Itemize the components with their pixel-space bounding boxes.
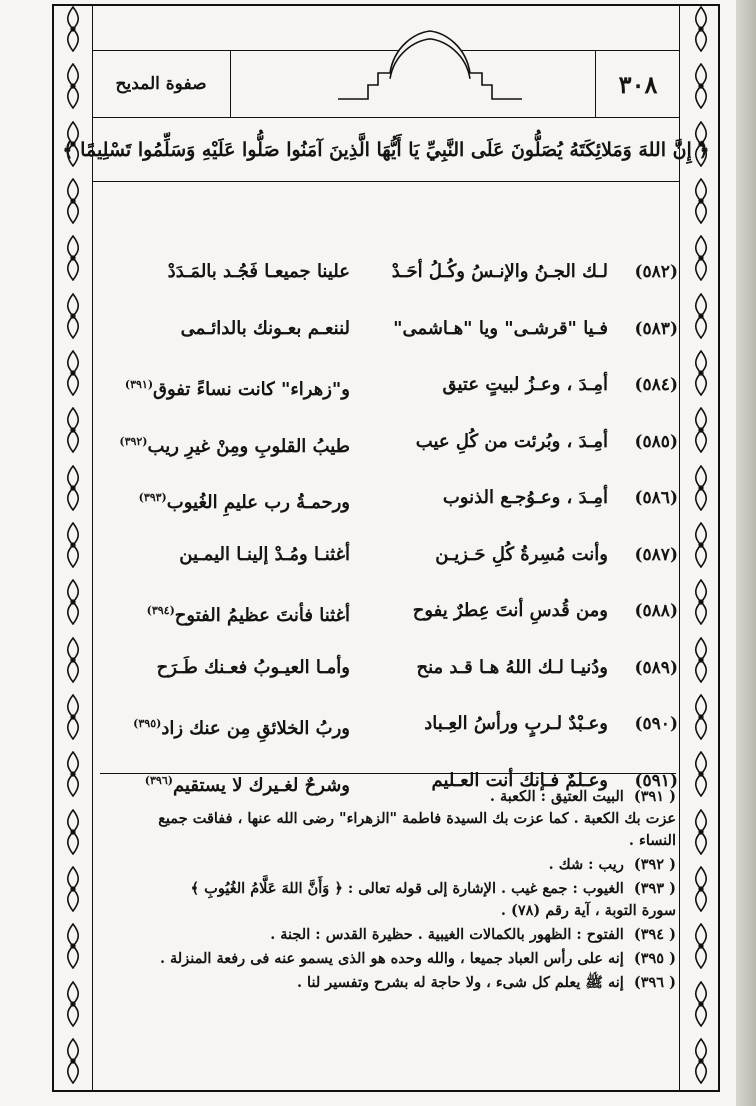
poem-line <box>100 704 680 744</box>
first-hemistich: وأنت مُسِرةُ كُلِ حَـزيـن <box>435 543 608 565</box>
right-ornament-column <box>683 6 719 1088</box>
footnote-text: النساء . <box>628 832 676 849</box>
second-hemistich <box>179 535 350 575</box>
verse-number: (٥٨٤) <box>634 375 678 395</box>
ornament-icon <box>688 178 714 228</box>
footnote-text: ريب : شك . <box>548 856 624 873</box>
ornament-icon <box>60 6 86 56</box>
left-ornament-column <box>55 6 91 1088</box>
footnote-number: ( ٣٩٤) <box>633 926 676 943</box>
second-hemistich-text: لننعـم بعـونك بالدائـمى <box>180 317 350 339</box>
first-hemistich: أمِـدَ ، وبُرئت من كُلِ عيب <box>415 430 608 452</box>
ornament-icon <box>688 522 714 572</box>
second-hemistich <box>125 365 350 410</box>
ornament-icon <box>688 579 714 629</box>
second-hemistich-text: وأمـا العيـوبُ فعـنك طَـرَح <box>156 656 350 678</box>
footnote-number: ( ٣٩٥) <box>633 950 676 967</box>
footnote-line <box>100 948 676 970</box>
second-hemistich <box>139 478 350 523</box>
poem-line <box>100 591 680 631</box>
ornament-icon <box>60 809 86 859</box>
ornament-icon <box>60 981 86 1031</box>
footnote-ref: (٣٩٥) <box>133 717 162 730</box>
ornament-icon <box>688 694 714 744</box>
first-hemistich: وعـبْدٌ لـربٍ ورأسُ العِـباد <box>424 713 608 734</box>
poem-line <box>100 309 680 349</box>
verse-number: (٥٩٠) <box>634 714 678 734</box>
second-hemistich <box>168 252 350 292</box>
ornament-icon <box>688 465 714 515</box>
footnote-line <box>100 808 680 830</box>
second-hemistich <box>119 422 350 467</box>
ornament-icon <box>60 350 86 400</box>
verse-number: (٥٨٧) <box>634 544 678 565</box>
footnote-ref: (٣٩٤) <box>146 604 175 617</box>
ornament-icon <box>60 465 86 515</box>
footnote-divider <box>100 773 676 774</box>
ornament-icon <box>60 1038 86 1088</box>
ornament-icon <box>60 407 86 457</box>
second-hemistich-text: أغثنـا ومُـدْ إلينـا اليمـين <box>179 543 350 565</box>
footnote-text: إنه على رأس العباد جميعا ، والله وحده هو الذى يسمو عنه فى رفعة المنزلة . <box>159 950 624 967</box>
ornament-icon <box>688 1038 714 1088</box>
second-hemistich <box>157 648 350 688</box>
footnote-text: سورة التوبة ، آية رقم (٧٨) . <box>500 902 676 919</box>
footnote-line <box>100 830 680 852</box>
poem-line <box>100 535 680 575</box>
footnote-line <box>100 854 676 876</box>
page-edge <box>736 0 756 1106</box>
page-number: ٣٠٨ <box>595 51 680 117</box>
ornament-icon <box>688 407 714 457</box>
footnote-line <box>100 924 676 946</box>
section-title: صفوة المديح <box>92 51 231 117</box>
ornament-icon <box>688 981 714 1031</box>
verse-number: (٥٨٣) <box>634 318 678 339</box>
second-hemistich-text: وشرحٌ لغـيرك لا يستقيم <box>172 774 350 796</box>
ornament-icon <box>60 694 86 744</box>
footnote-ref: (٣٩٢) <box>119 434 148 448</box>
ornament-icon <box>60 751 86 801</box>
page-header <box>92 50 680 118</box>
first-hemistich: فـيا "قرشـى" ويا "هـاشمى" <box>393 317 608 339</box>
ornament-icon <box>60 293 86 343</box>
second-hemistich-text: طيبُ القلوبِ ومِنْ غيرِ ريب <box>147 435 350 457</box>
first-hemistich: ودُنيـا لـك اللهُ هـا قـد منح <box>416 656 608 678</box>
second-hemistich <box>133 704 350 749</box>
ornament-icon <box>688 923 714 973</box>
verse-number: (٥٨٦) <box>634 488 678 508</box>
ornament-icon <box>688 6 714 56</box>
footnote-line <box>100 878 676 900</box>
ornament-icon <box>688 235 714 285</box>
second-hemistich-text: ورحمـةُ رب عليمِ الغُيوب <box>166 492 350 513</box>
footnote-text: الفتوح : الظهور بالكمالات الغيبية . حظيرة القدس : الجنة . <box>270 926 624 943</box>
ornament-icon <box>688 63 714 113</box>
quran-verse-band <box>62 118 710 182</box>
first-hemistich: لـك الجـنُ والإنـسُ وكُـلُ أحَـدْ <box>391 261 608 282</box>
ornament-icon <box>688 809 714 859</box>
ornament-icon <box>688 866 714 916</box>
footnote-text: عزت بك الكعبة . كما عزت بك السيدة فاطمة "الزهراء" رضى الله عنها ، ففاقت جميع <box>158 810 676 827</box>
second-hemistich <box>181 309 350 349</box>
quran-verse: ﴿ إِنَّ اللهَ وَمَلائِكَتَهُ يُصَلُّونَ عَلَى النَّبِيِّ يَا أَيُّهَا الَّذِينَ آمَنُوا صَلُّوا عَلَيْهِ وَسَلِّمُوا تَسْلِيمًا ﴾ <box>62 138 710 161</box>
ornament-icon <box>60 579 86 629</box>
footnote-ref: (٣٩٦) <box>144 773 173 787</box>
ornament-icon <box>60 923 86 973</box>
footnote-text: البيت العتيق : الكعبة . <box>489 788 624 805</box>
ornament-icon <box>60 866 86 916</box>
ornament-icon <box>688 293 714 343</box>
ornament-icon <box>60 235 86 285</box>
poem-line <box>100 422 680 462</box>
second-hemistich-text: علينا جميعـا فَجُـد بالمَـدَدْ <box>167 261 350 282</box>
ornament-icon <box>688 350 714 400</box>
footnote-number: ( ٣٩٢) <box>633 856 676 873</box>
ornament-icon <box>60 637 86 687</box>
footnote-text: إنه ﷺ يعلم كل شىء ، ولا حاجة له بشرح وتفسير لنا . <box>296 974 624 991</box>
verse-number: (٥٨٢) <box>634 262 678 282</box>
ornament-icon <box>688 751 714 801</box>
first-hemistich: أمِـدَ ، وعـوُجـع الذنوب <box>442 487 608 508</box>
footnote-line <box>100 972 676 994</box>
verse-number: (٥٨٩) <box>634 657 678 678</box>
poem-line <box>100 478 680 518</box>
ornament-icon <box>60 63 86 113</box>
second-hemistich <box>147 591 350 636</box>
second-hemistich-text: وربُ الخلائقِ مِن عنك زاد <box>161 718 350 739</box>
footnote-ref: (٣٩٣) <box>138 491 167 504</box>
poem-line <box>100 648 680 688</box>
footnote-number: ( ٣٩٣) <box>633 880 676 897</box>
footnote-number: ( ٣٩١) <box>633 788 676 805</box>
ornament-icon <box>60 178 86 228</box>
crescent-arch-icon <box>338 29 522 121</box>
verse-number: (٥٩١) <box>634 770 678 791</box>
verse-number: (٥٨٥) <box>634 431 678 452</box>
ornament-icon <box>688 637 714 687</box>
first-hemistich: ومن قُدسِ أنتَ عِطرٌ يفوح <box>412 600 608 621</box>
poem-line <box>100 252 680 292</box>
ornament-icon <box>60 522 86 572</box>
poem-line <box>100 365 680 405</box>
second-hemistich-text: و"زهراء" كانت نساءً تفوق <box>153 379 350 400</box>
first-hemistich: أمِـدَ ، وعـزُ لبيتٍ عتيق <box>442 374 608 395</box>
footnote-number: ( ٣٩٦) <box>633 974 676 991</box>
second-hemistich-text: أغثنا فأنتَ عظيمُ الفتوح <box>174 605 350 626</box>
footnote-text: الغيوب : جمع غيب . الإشارة إلى قوله تعالى : ﴿ وَأَنَّ اللهَ عَلَّامُ الغُيُوبِ ﴾ <box>190 880 624 897</box>
verse-number: (٥٨٨) <box>634 601 678 621</box>
footnote-ref: (٣٩١) <box>124 378 154 391</box>
footnote-line <box>100 786 676 808</box>
first-hemistich: وعـلمٌ فـإنك أنت العـليم <box>431 769 608 791</box>
footnote-line <box>100 900 680 922</box>
